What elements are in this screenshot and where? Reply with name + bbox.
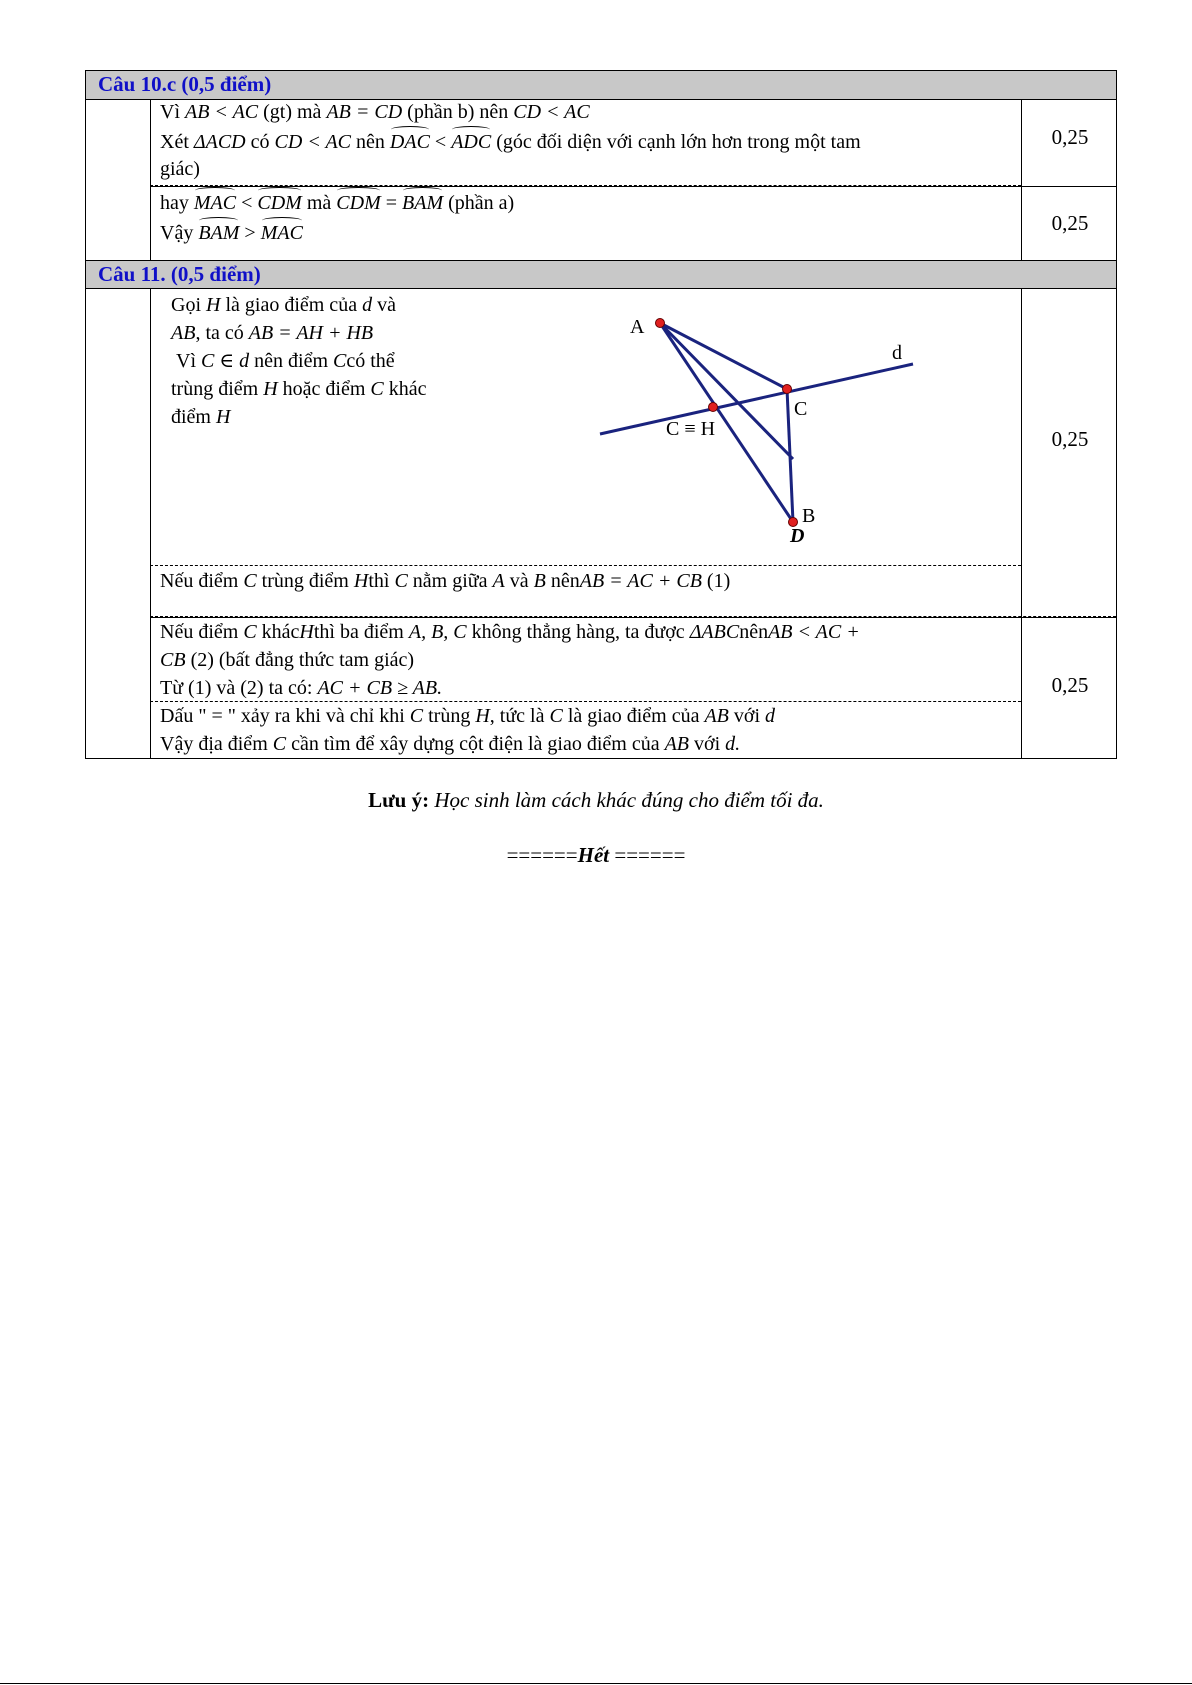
angle-adc: ADC: [451, 128, 491, 156]
text-line: Vì AB < AC (gt) mà AB = CD (phần b) nên CD < AC: [160, 101, 590, 123]
text-line: Vì C ∈ d nên điểm Ccó thể: [176, 350, 395, 372]
note-text: Học sinh làm cách khác đúng cho điểm tối đa.: [434, 788, 824, 812]
score: 0,25: [1051, 125, 1089, 149]
note-label: Lưu ý:: [368, 788, 430, 812]
label-d-point: D: [790, 525, 805, 547]
angle-cdm: CDM: [257, 189, 301, 217]
col-divider-right-10c: [1021, 100, 1022, 260]
angle-mac: MAC: [261, 219, 303, 247]
note: [0, 788, 1192, 813]
text-line: trùng điểm H hoặc điểm C khác: [171, 378, 427, 400]
text-line: CB (2) (bất đẳng thức tam giác): [160, 649, 415, 671]
end-marker: ======Hết ======: [506, 843, 686, 867]
angle-cdm: CDM: [336, 189, 380, 217]
score: 0,25: [1051, 211, 1089, 235]
text-line: Nếu điểm C khácHthì ba điểm A, B, C không thẳng hàng, ta được ΔABCnênAB < AC +: [160, 621, 860, 643]
section-11-title: Câu 11. (0,5 điểm): [98, 262, 261, 286]
text-line: hay MAC < CDM mà CDM = BAM (phần a): [160, 189, 514, 217]
col-divider-left-11: [150, 289, 151, 759]
row-separator-dashed: [150, 565, 1021, 566]
row-separator: [150, 186, 1116, 187]
label-d-line: d: [892, 342, 902, 364]
segment-ac: [660, 323, 787, 389]
angle-bam: BAM: [198, 219, 239, 247]
label-c: C: [794, 398, 808, 420]
text-line: điểm H: [171, 406, 231, 428]
text-line: Vậy BAM > MAC: [160, 219, 303, 247]
point-c: [783, 385, 792, 394]
row-separator-dashed: [150, 185, 1021, 186]
section-10c-header: [86, 71, 1116, 100]
angle-mac: MAC: [194, 189, 236, 217]
text-line: Dấu " = " xảy ra khi và chỉ khi C trùng H, tức là C là giao điểm của AB với d: [160, 705, 776, 727]
section-10c-title: Câu 10.c (0,5 điểm): [98, 72, 272, 96]
score: 0,25: [1051, 673, 1089, 697]
text-line: giác): [160, 158, 200, 180]
text-line: Gọi H là giao điểm của d và: [171, 294, 396, 316]
angle-dac: DAC: [390, 128, 430, 156]
section-11-header: [86, 260, 1116, 289]
score: 0,25: [1051, 427, 1089, 451]
col-divider-left-10c: [150, 100, 151, 260]
label-c-equiv-h: C ≡ H: [666, 418, 716, 440]
text-line: Nếu điểm C trùng điểm Hthì C nằm giữa A và B nênAB = AC + CB (1): [160, 570, 731, 592]
label-a: A: [630, 316, 645, 338]
text-line: Xét ΔACD có CD < AC nên DAC < ADC (góc đối diện với cạnh lớn hơn trong một tam: [160, 128, 861, 156]
geometry-figure: [556, 289, 976, 565]
text-line: AB, ta có AB = AH + HB: [171, 322, 374, 344]
angle-bam: BAM: [402, 189, 443, 217]
point-h: [709, 403, 718, 412]
answer-table: [85, 70, 1117, 759]
text-line: Từ (1) và (2) ta có: AC + CB ≥ AB.: [160, 677, 443, 699]
text-line: Vậy địa điểm C cần tìm để xây dựng cột điện là giao điểm của AB với d.: [160, 733, 741, 755]
point-a: [656, 319, 665, 328]
page-footer-line: [0, 1683, 1192, 1684]
label-b: B: [802, 505, 816, 527]
